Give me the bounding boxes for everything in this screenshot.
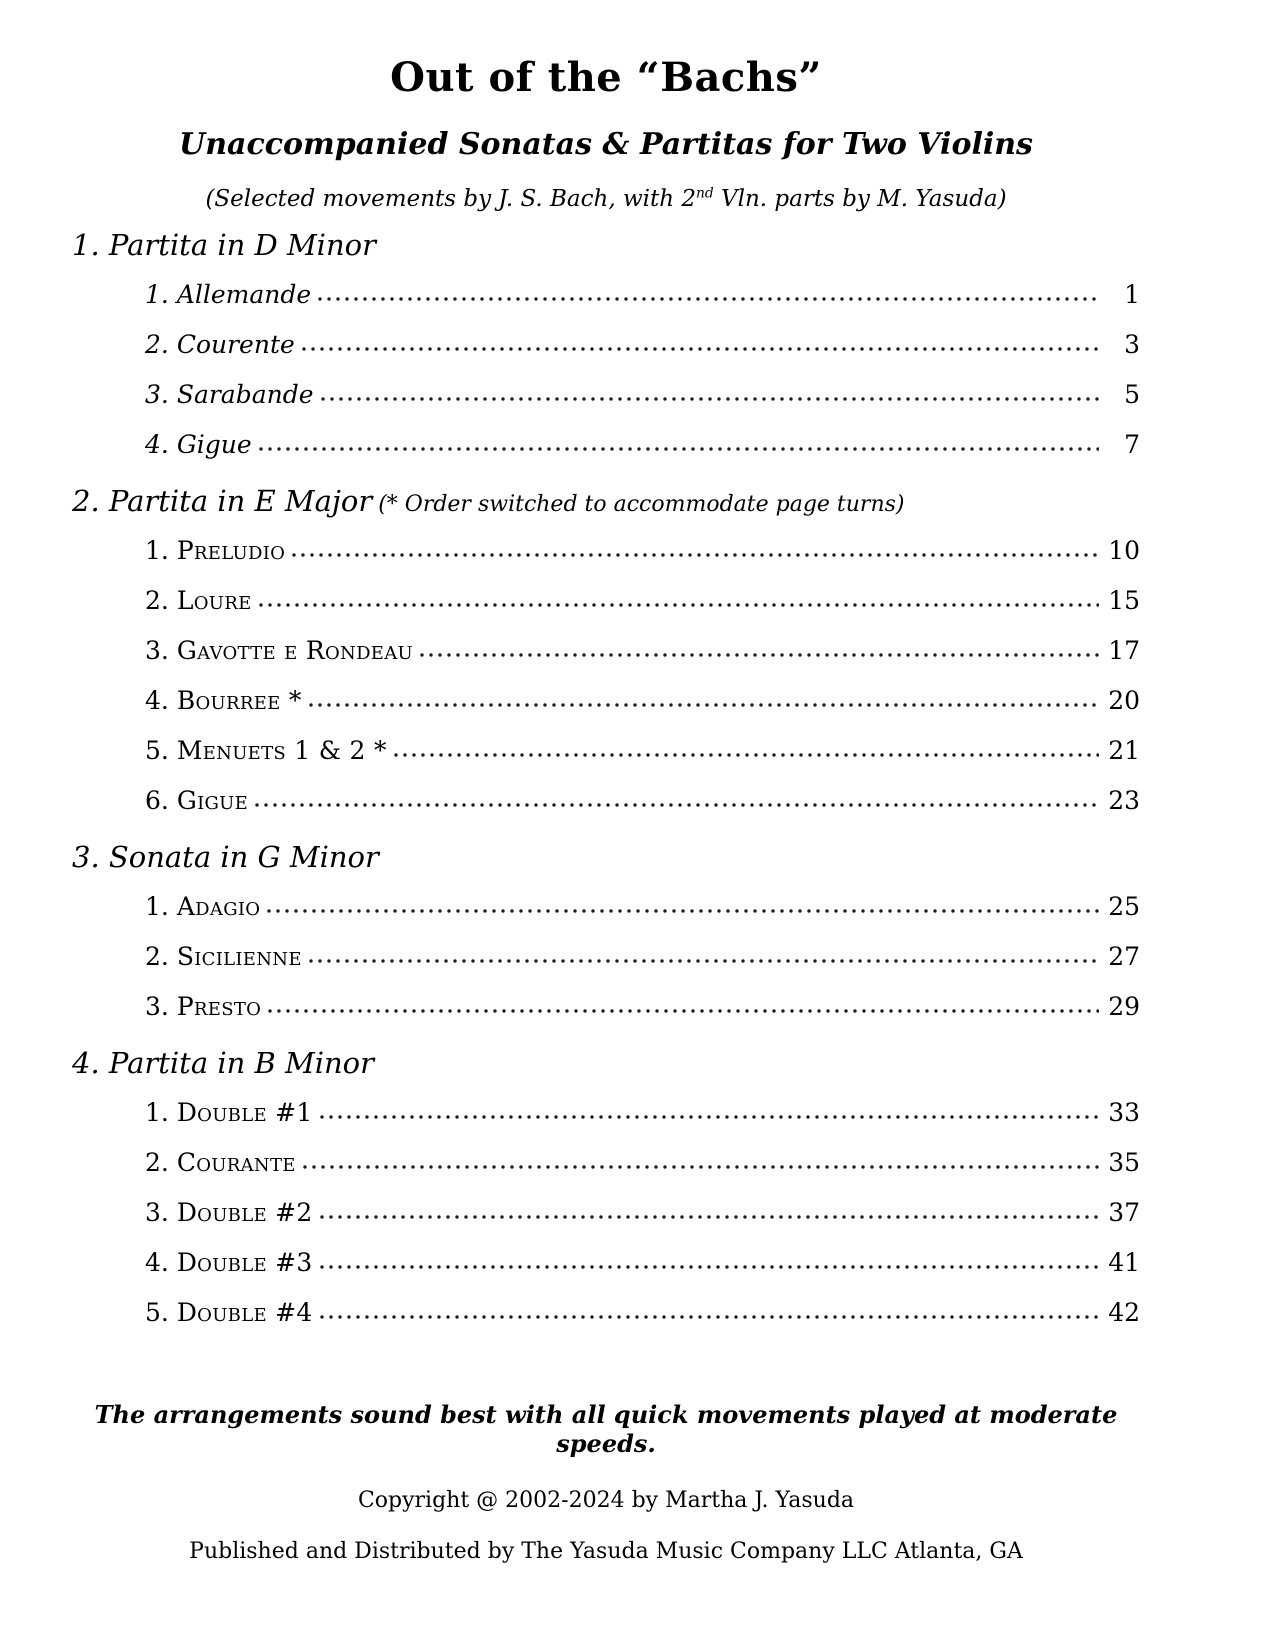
toc-item-label: Adagio <box>176 892 261 921</box>
toc-item-number: 4. <box>145 430 177 459</box>
toc-item-number: 5. <box>145 1298 177 1327</box>
toc-item-row <box>145 676 1140 726</box>
toc-item-row <box>145 982 1140 1032</box>
toc-item-row <box>145 526 1140 576</box>
toc-item-label: Preludio <box>176 536 286 565</box>
toc-item-number: 1. <box>145 536 177 565</box>
toc-section <box>72 840 1140 1032</box>
footer-copyright: Copyright @ 2002-2024 by Martha J. Yasuda <box>357 1488 855 1513</box>
section-heading <box>72 840 1140 874</box>
document-byline <box>72 186 1140 212</box>
dot-leader <box>320 1258 1099 1270</box>
dot-leader <box>320 1208 1099 1220</box>
toc-item-row <box>145 370 1140 420</box>
toc-item-row <box>145 1238 1140 1288</box>
toc-item-page: 3 <box>1124 330 1140 359</box>
toc-item-label: Presto <box>176 992 262 1021</box>
toc-item-row <box>145 320 1140 370</box>
toc-item-number: 2. <box>145 1148 177 1177</box>
section-items <box>72 270 1140 470</box>
toc-item-row <box>145 270 1140 320</box>
dot-leader <box>292 546 1099 558</box>
byline-superscript: nd <box>695 185 714 202</box>
section-heading-text: 1. Partita in D Minor <box>72 228 376 262</box>
dot-leader <box>318 290 1099 302</box>
toc-item-page: 27 <box>1108 942 1140 971</box>
toc-item-label: Double #1 <box>176 1098 313 1127</box>
toc-item-number: 5. <box>145 736 177 765</box>
toc-item-row <box>145 576 1140 626</box>
toc-item-label: Gigue <box>176 786 249 815</box>
dot-leader <box>420 646 1099 658</box>
toc-item-number: 1. <box>145 892 177 921</box>
dot-leader <box>321 390 1099 402</box>
toc-item-label: Sicilienne <box>176 942 302 971</box>
toc-item-page: 1 <box>1124 280 1140 309</box>
toc-item-number: 4. <box>145 1248 177 1277</box>
footer-publisher: Published and Distributed by The Yasuda Music Company LLC Atlanta, GA <box>189 1539 1023 1564</box>
toc-item-row <box>145 420 1140 470</box>
section-items <box>72 1088 1140 1338</box>
dot-leader <box>320 1308 1099 1320</box>
toc-item-row <box>145 776 1140 826</box>
toc-item-number: 2. <box>145 586 177 615</box>
toc-item-number: 1. <box>145 1098 177 1127</box>
section-heading-text: 4. Partita in B Minor <box>72 1046 375 1080</box>
dot-leader <box>259 596 1099 608</box>
toc-item-page: 10 <box>1108 536 1140 565</box>
section-heading <box>72 228 1140 262</box>
toc-section <box>72 228 1140 470</box>
section-heading-text: 2. Partita in E Major <box>72 484 373 518</box>
toc-item-label: Double #2 <box>176 1198 313 1227</box>
section-heading-text: 3. Sonata in G Minor <box>72 840 379 874</box>
toc-item-label: Courante <box>176 1148 296 1177</box>
toc-item-label: Bourree * <box>176 686 302 715</box>
section-items <box>72 526 1140 826</box>
toc-item-number: 1. <box>145 280 177 309</box>
toc-item-number: 3. <box>145 636 177 665</box>
toc-section <box>72 484 1140 826</box>
toc-item-page: 25 <box>1108 892 1140 921</box>
toc-section <box>72 1046 1140 1338</box>
toc-item-page: 23 <box>1108 786 1140 815</box>
toc-item-page: 17 <box>1108 636 1140 665</box>
toc-item-page: 37 <box>1108 1198 1140 1227</box>
toc-item-number: 6. <box>145 786 177 815</box>
dot-leader <box>303 1158 1099 1170</box>
toc-item-row <box>145 626 1140 676</box>
toc-item-page: 5 <box>1124 380 1140 409</box>
document-subtitle: Unaccompanied Sonatas & Partitas for Two Violins <box>179 127 1033 162</box>
toc-item-page: 20 <box>1108 686 1140 715</box>
toc-item-number: 4. <box>145 686 177 715</box>
footer-block <box>72 1400 1140 1564</box>
dot-leader <box>255 796 1099 808</box>
toc-item-number: 3. <box>145 380 177 409</box>
section-heading <box>72 484 1140 518</box>
toc-item-row <box>145 1288 1140 1338</box>
toc <box>72 228 1140 1338</box>
toc-item-number: 3. <box>145 1198 177 1227</box>
toc-item-page: 42 <box>1108 1298 1140 1327</box>
section-items <box>72 882 1140 1032</box>
byline-suffix: Vln. parts by M. Yasuda) <box>713 186 1007 212</box>
footer-note: The arrangements sound best with all quick movements played at moderate speeds. <box>94 1400 1118 1458</box>
toc-item-label: Menuets 1 & 2 * <box>176 736 387 765</box>
toc-item-number: 3. <box>145 992 177 1021</box>
toc-item-page: 33 <box>1108 1098 1140 1127</box>
toc-item-label: Gigue <box>176 430 252 459</box>
toc-item-page: 21 <box>1108 736 1140 765</box>
toc-item-label: Double #4 <box>176 1298 313 1327</box>
toc-item-page: 29 <box>1108 992 1140 1021</box>
dot-leader <box>268 1002 1099 1014</box>
dot-leader <box>320 1108 1099 1120</box>
dot-leader <box>309 696 1099 708</box>
toc-item-row <box>145 726 1140 776</box>
dot-leader <box>302 340 1099 352</box>
byline-prefix: (Selected movements by J. S. Bach, with 2 <box>205 186 696 212</box>
toc-item-row <box>145 1188 1140 1238</box>
toc-item-label: Double #3 <box>176 1248 313 1277</box>
dot-leader <box>394 746 1099 758</box>
dot-leader <box>309 952 1099 964</box>
dot-leader <box>267 902 1099 914</box>
section-heading <box>72 1046 1140 1080</box>
header-block <box>72 54 1140 212</box>
dot-leader <box>259 440 1099 452</box>
toc-item-page: 35 <box>1108 1148 1140 1177</box>
toc-item-label: Courente <box>176 330 295 359</box>
toc-item-row <box>145 882 1140 932</box>
toc-item-row <box>145 1138 1140 1188</box>
section-heading-note: (* Order switched to accommodate page turns) <box>378 492 905 517</box>
toc-item-page: 7 <box>1124 430 1140 459</box>
toc-item-label: Allemande <box>176 280 312 309</box>
toc-item-page: 41 <box>1108 1248 1140 1277</box>
toc-item-number: 2. <box>145 330 177 359</box>
toc-item-label: Gavotte e Rondeau <box>176 636 414 665</box>
toc-item-row <box>145 1088 1140 1138</box>
toc-item-row <box>145 932 1140 982</box>
toc-item-label: Loure <box>176 586 252 615</box>
document-title: Out of the “Bachs” <box>390 54 822 101</box>
toc-item-page: 15 <box>1108 586 1140 615</box>
toc-item-label: Sarabande <box>176 380 314 409</box>
toc-item-number: 2. <box>145 942 177 971</box>
